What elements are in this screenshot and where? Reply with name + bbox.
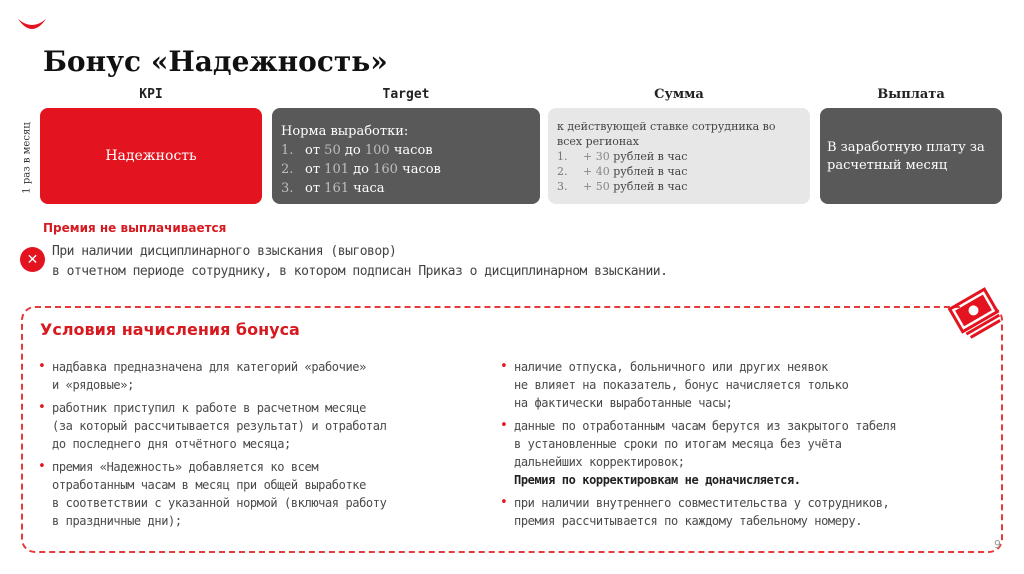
page-title: Бонус «Надежность» [43, 45, 388, 78]
sum-heading: к действующей ставке сотрудника во всех регионах [557, 120, 776, 148]
target-heading: Норма выработки: [281, 124, 409, 139]
list-item: • наличие отпуска, больничного или других неявок не влияет на показатель, бонус начисляется только на фактически выработанные часы; [498, 358, 998, 412]
sum-item: 3. + 50 рублей в час [557, 180, 688, 193]
target-item: 3. от 161 часа [281, 181, 385, 196]
payout-box [820, 108, 1002, 204]
target-box [272, 108, 540, 204]
frequency-label: 1 раз в месяц [21, 122, 33, 194]
list-item: • данные по отработанным часам берутся из закрытого табеля в установленные сроки по итогам месяца без учёта дальнейших корректировок; Премия по корректировкам не доначисляется. [498, 417, 998, 489]
sum-box [548, 108, 810, 204]
list-item: • премия «Надежность» добавляется ко всем отработанным часам в месяц при общей выработке в соответствии с указанной нормой (включая работу в праздничные дни); [36, 458, 476, 530]
column-header-sum: Сумма [654, 87, 704, 102]
target-item: 2. от 101 до 160 часов [281, 162, 441, 177]
list-item: • надбавка предназначена для категорий «рабочие» и «рядовые»; [36, 358, 476, 394]
sum-item: 1. + 30 рублей в час [557, 150, 688, 163]
close-icon: ✕ [20, 247, 45, 272]
bold-note: Премия по корректировкам не доначисляется. [514, 473, 801, 487]
money-icon [947, 285, 1003, 341]
list-item: • работник приступил к работе в расчетном месяце (за который рассчитывается результат) и отработал до последнего дня отчётного месяца; [36, 399, 476, 453]
no-bonus-text: При наличии дисциплинарного взыскания (выговор) в отчетном периоде сотруднику, в котором подписан Приказ о дисциплинарном взыскании. [52, 244, 668, 279]
brand-logo-icon [17, 17, 47, 35]
target-item: 1. от 50 до 100 часов [281, 143, 433, 158]
page-number: 9 [994, 538, 1001, 551]
list-item: • при наличии внутреннего совместительства у сотрудников, премия рассчитывается по каждому табельному номеру. [498, 494, 998, 530]
column-header-target: Target [382, 87, 430, 102]
conditions-list-left [36, 358, 476, 535]
kpi-box [40, 108, 262, 204]
payout-text: В заработную плату за расчетный месяц [827, 140, 985, 173]
conditions-title: Условия начисления бонуса [40, 320, 300, 339]
sum-item: 2. + 40 рублей в час [557, 165, 688, 178]
column-header-payout: Выплата [877, 87, 945, 102]
column-header-kpi: KPI [139, 87, 163, 102]
conditions-list-right [498, 358, 998, 535]
no-bonus-heading: Премия не выплачивается [43, 221, 227, 235]
kpi-label: Надежность [105, 148, 197, 164]
